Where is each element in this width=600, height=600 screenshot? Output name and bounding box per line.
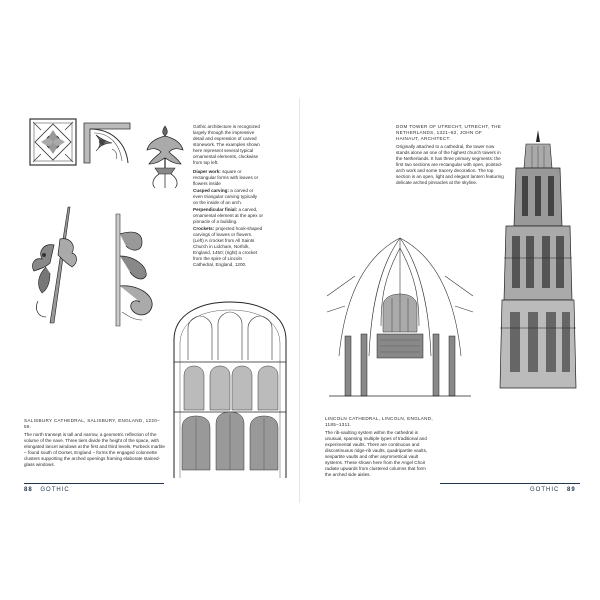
definition-term: Crockets:: [193, 226, 215, 231]
definition-crockets: [193, 226, 263, 268]
gothic-intro-text: [193, 124, 263, 268]
left-footer-rule: [24, 483, 164, 484]
salisbury-caption-body: The north transept is tall and narrow, a geometric reflection of the volume of the nave. Three tiers divide the height of the space, with elongated lancet windows at the first and third levels. Purbeck marble – found south of Dorset, England – forms the engaged colonnette clusters supporting the arched openings framing elaborate stained-glass windows.: [24, 432, 165, 467]
definition-text: a carved or even triangular carving typically on the inside of an arch.: [193, 188, 258, 205]
lincoln-caption-title: LINCOLN CATHEDRAL, LINCOLN, ENGLAND, 1185–1311.: [325, 416, 433, 427]
crocket-right-sketch: [112, 212, 158, 328]
right-footer-rule: [440, 483, 580, 484]
salisbury-caption-title: SALISBURY CATHEDRAL, SALISBURY, ENGLAND, 1220–58.: [24, 418, 160, 429]
cusped-carving-sketch: [82, 121, 132, 165]
intro-paragraph: Gothic architecture is recognized largely through the impressive detail and expression of carved stonework. The examples shown here represent several typical ornamental elements, clockwise from top left.: [193, 124, 260, 165]
definition-term: Diaper work:: [193, 169, 221, 174]
right-section-title: GOTHIC: [530, 487, 560, 493]
lincoln-cathedral-sketch: [325, 236, 475, 398]
right-folio: [530, 487, 576, 493]
dom-tower-caption-title: DOM TOWER OF UTRECHT, UTRECHT, THE NETHERLANDS, 1321–82, JOHN OF HAINAUT, ARCHITECT.: [396, 124, 502, 141]
dom-tower-sketch: [496, 128, 580, 390]
definition-term: Cusped carving:: [193, 188, 229, 193]
definition-diaper-work: [193, 169, 263, 187]
definition-cusped-carving: [193, 188, 263, 206]
definition-text: square or rectangular forms with leaves or flowers inside: [193, 169, 259, 186]
crocket-left-sketch: [24, 205, 80, 325]
dom-tower-caption: [396, 124, 506, 186]
page-gutter: [299, 98, 300, 503]
diaper-work-sketch: [29, 118, 77, 166]
definition-text: projected hook-shaped carvings of leaves or flowers. (Left) A crocket from All Saints Church in Lidcham, Norfolk, England, 1450; (right) a crocket from the spire of Lincoln Cathedral, England, 1200.: [193, 226, 263, 267]
perpendicular-finial-sketch: [143, 124, 187, 190]
lincoln-caption: [325, 416, 433, 478]
lincoln-caption-body: The rib-vaulting system within the cathedral is unusual, spanning multiple types of traditional and experimental vaults. There are continuous and discontinuous ridge-rib vaults, quadripartite vaults, sexpartite vaults and other asymmetrical vault systems. These shown here from the Angel Choir radiate upwards from clustered columns that form the arched side aisles.: [325, 430, 428, 477]
left-page-number: 88: [24, 487, 33, 493]
dom-tower-caption-body: Originally attached to a cathedral, the tower now stands alone as one of the highest church towers in the Netherlands. It has three primary segments: the first two sections are rectangular with open, pointed-arch work and some tracery decoration. The top section is an open, light and elegant lantern featuring delicate arched pinnacles at the skyline.: [396, 144, 504, 185]
left-folio: [24, 487, 70, 493]
definition-text: a carved, ornamental element at the apex or pinnacle of a building.: [193, 207, 263, 224]
salisbury-caption: [24, 418, 166, 468]
right-page-number: 89: [567, 487, 576, 493]
definition-perpendicular-finial: [193, 207, 263, 225]
left-section-title: GOTHIC: [40, 487, 70, 493]
salisbury-transept-sketch: [170, 300, 290, 480]
definition-term: Perpendicular finial:: [193, 207, 238, 212]
